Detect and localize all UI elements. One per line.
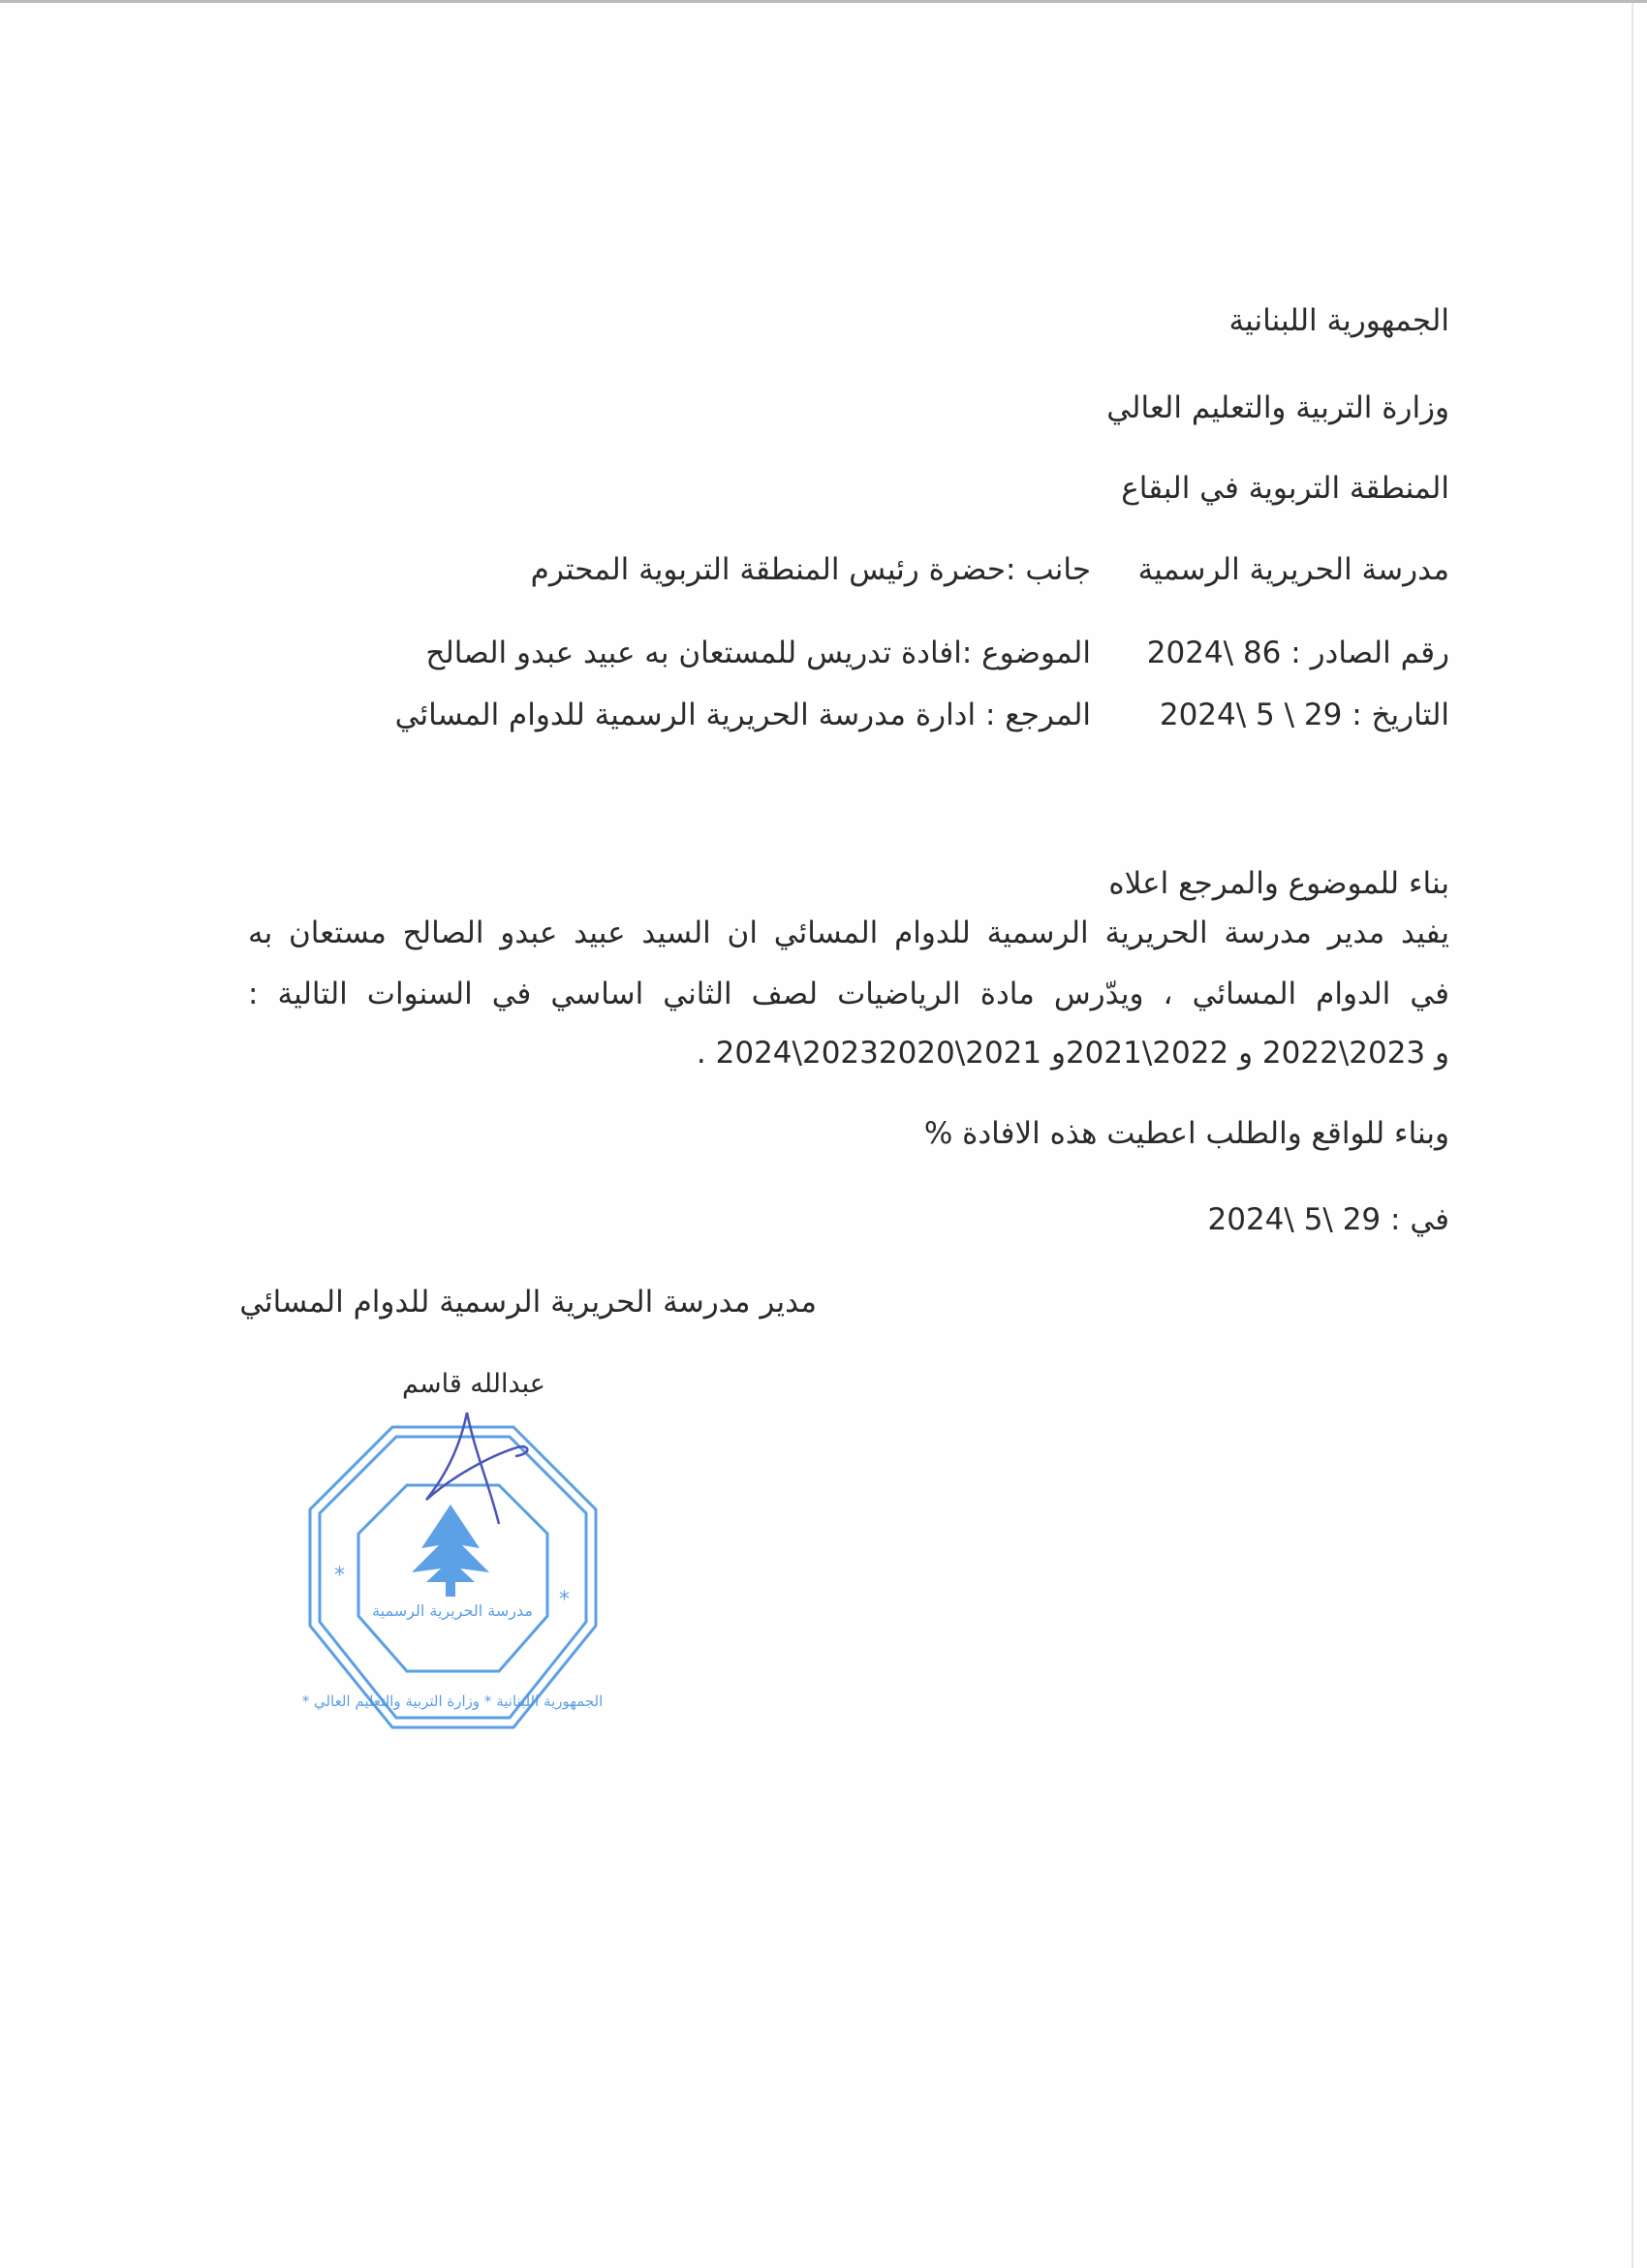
stamp-inner-text: مدرسة الحريرية الرسمية — [372, 1601, 533, 1620]
school-name: مدرسة الحريرية الرسمية — [1137, 552, 1449, 587]
body-line-years — [248, 1036, 1449, 1071]
outgoing-subject-row — [425, 638, 1449, 668]
handwritten-signature — [407, 1408, 543, 1534]
page-edge — [1631, 3, 1633, 2268]
stamp-star-left: * — [334, 1564, 345, 1588]
body-line-2: يفيد مدير مدرسة الحريرية الرسمية للدوام المسائي ان السيد عبيد عبدو الصالح مستعان به — [248, 916, 1449, 950]
body-line-3: في الدوام المسائي ، ويدّرس مادة الرياضيات لصف الثاني اساسي في السنوات التالية : — [248, 977, 1449, 1011]
issue-date-prefix: في : — [1390, 1202, 1449, 1237]
subject: الموضوع :افادة تدريس للمستعان به عبيد عبدو الصالح — [425, 636, 1091, 670]
signatory-title: مدير مدرسة الحريرية الرسمية للدوام المسائي — [239, 1285, 817, 1320]
recipient: جانب :حضرة رئيس المنطقة التربوية المحترم — [530, 552, 1091, 587]
issue-date-value: 2024\ 5\ 29 — [1207, 1202, 1382, 1237]
region-heading: المنطقة التربوية في البقاع — [1121, 471, 1449, 506]
date-value: 2024\ 5 \ 29 — [1159, 698, 1343, 732]
outgoing-label: رقم الصادر : — [1290, 636, 1449, 670]
reference: المرجع : ادارة مدرسة الحريرية الرسمية للدوام المسائي — [394, 698, 1091, 732]
years-list: . 2024\2023و 2023\2022 و 2022\2021و 2021\2020 — [696, 1036, 1449, 1071]
outgoing-value: 2024\ 86 — [1146, 636, 1282, 670]
letter-date — [1091, 700, 1449, 730]
issue-date — [248, 1202, 1449, 1237]
signatory-name: عبدالله قاسم — [402, 1369, 545, 1399]
stamp-star-right: * — [559, 1588, 570, 1612]
date-reference-row — [395, 700, 1449, 730]
body-line-closing: وبناء للواقع والطلب اعطيت هذه الافادة % — [923, 1116, 1449, 1151]
republic-heading: الجمهورية اللبنانية — [1228, 303, 1449, 338]
body-line-1: بناء للموضوع والمرجع اعلاه — [1108, 866, 1449, 901]
date-label: التاريخ : — [1352, 698, 1449, 732]
ministry-heading: وزارة التربية والتعليم العالي — [1106, 390, 1449, 425]
outgoing-number — [1091, 638, 1449, 668]
school-recipient-row — [530, 552, 1449, 587]
stamp-outer-text: الجمهورية اللبنانية * وزارة التربية والتعليم العالي * — [301, 1693, 604, 1710]
